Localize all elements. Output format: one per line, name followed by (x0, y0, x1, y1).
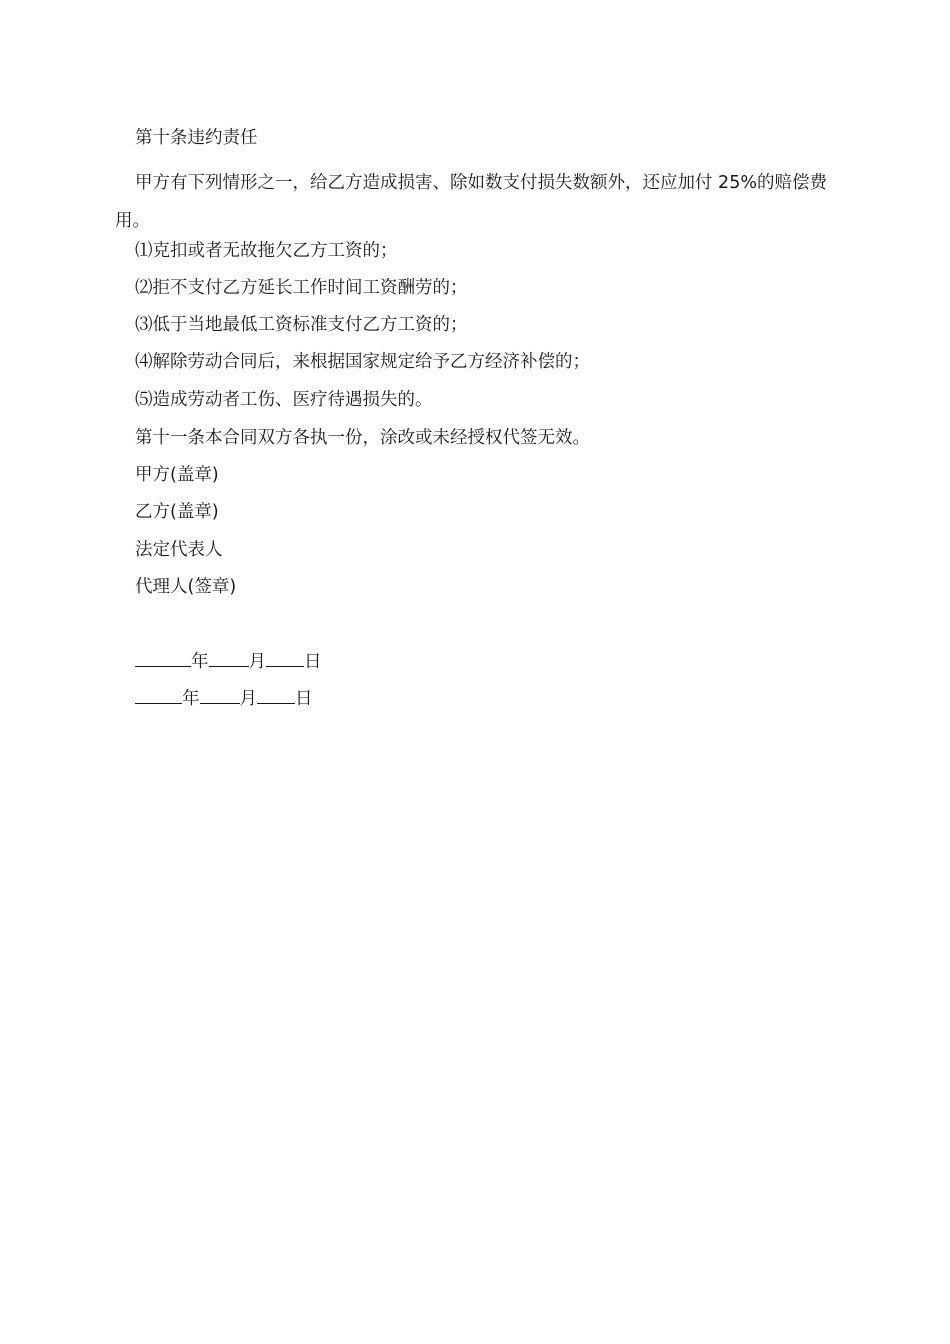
month-label: 月 (248, 652, 266, 672)
party-b-seal: 乙方(盖章) (135, 502, 219, 522)
legal-representative: 法定代表人 (135, 540, 223, 560)
article-10-intro: 甲方有下列情形之一，给乙方造成损害、除如数支付损失数额外，还应加付 25%的赔偿费用。 (115, 173, 827, 231)
date-line-2 (135, 688, 313, 710)
item-5: ⑸造成劳动者工伤、医疗待遇损失的。 (135, 390, 433, 410)
date-line-1 (135, 651, 322, 673)
day-label: 日 (304, 652, 322, 672)
year-label: 年 (182, 689, 200, 709)
item-4: ⑷解除劳动合同后，来根据国家规定给予乙方经济补偿的； (135, 352, 590, 372)
day-label: 日 (295, 689, 313, 709)
item-1: ⑴克扣或者无故拖欠乙方工资的； (135, 241, 398, 261)
year-blank[interactable] (135, 688, 182, 704)
year-blank[interactable] (135, 651, 191, 667)
day-blank[interactable] (257, 688, 295, 704)
day-blank[interactable] (266, 651, 304, 667)
item-2: ⑵拒不支付乙方延长工作时间工资酬劳的； (135, 278, 468, 298)
month-blank[interactable] (200, 688, 240, 704)
party-a-seal: 甲方(盖章) (135, 465, 219, 485)
item-3: ⑶低于当地最低工资标准支付乙方工资的； (135, 315, 468, 335)
month-blank[interactable] (209, 651, 249, 667)
month-label: 月 (239, 689, 257, 709)
article-11: 第十一条本合同双方各执一份，涂改或未经授权代签无效。 (135, 428, 590, 448)
article-10-title: 第十条违约责任 (135, 128, 258, 148)
year-label: 年 (191, 652, 209, 672)
agent-signature: 代理人(签章) (135, 577, 237, 597)
